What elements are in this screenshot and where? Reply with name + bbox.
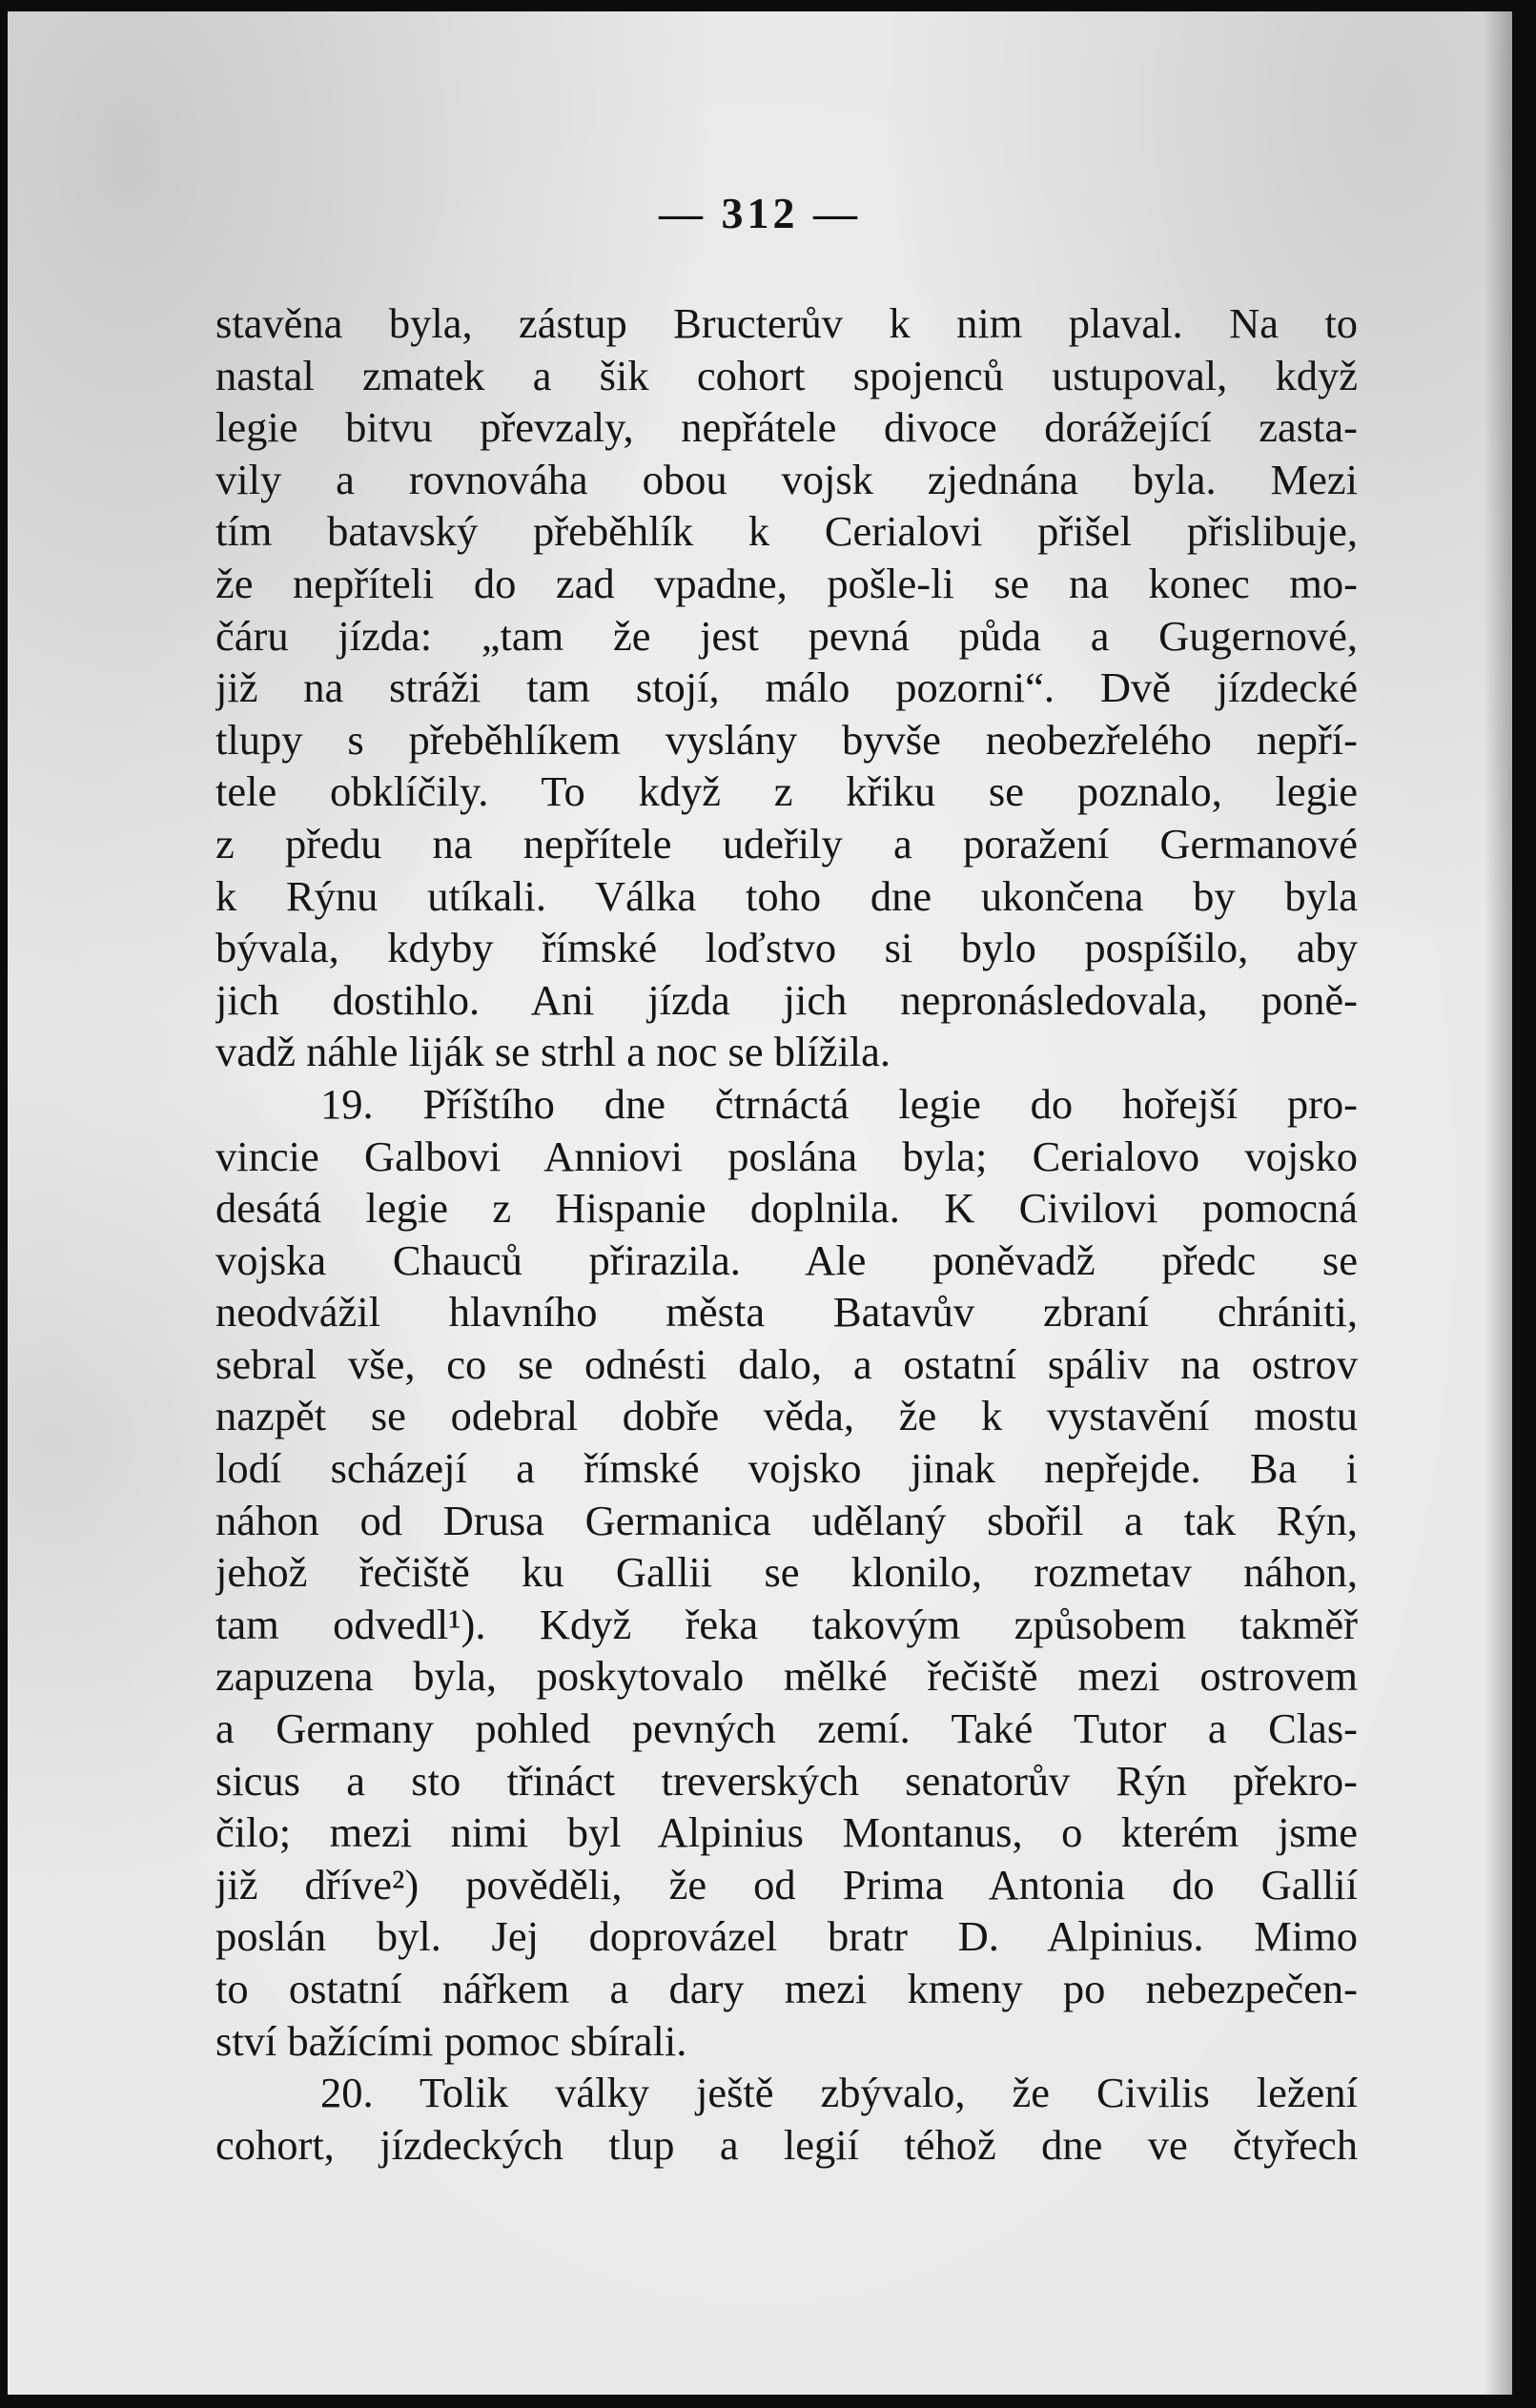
text-line: čáru jízda: „tam že jest pevná půda a Gugernové,	[215, 611, 1358, 660]
text-line: legie bitvu převzaly, nepřátele divoce dorážející zasta-	[215, 403, 1358, 452]
text-line: jehož řečiště ku Gallii se klonilo, rozmetav náhon,	[215, 1548, 1358, 1597]
page-number: — 312 —	[659, 189, 861, 237]
text-line: tele obklíčily. To když z křiku se poznalo, legie	[215, 767, 1358, 816]
text-line: nazpět se odebral dobře věda, že k vystavění mostu	[215, 1392, 1358, 1440]
book-page	[8, 11, 1512, 2395]
text-line: cohort, jízdeckých tlup a legií téhož dne ve čtyřech	[215, 2120, 1358, 2169]
text-line: z předu na nepřítele udeřily a poražení Germanové	[215, 819, 1358, 867]
text-line: nastal zmatek a šik cohort spojenců ustupoval, když	[215, 351, 1358, 399]
text-line: sicus a sto třináct treverských senatorův Rýn překro-	[215, 1756, 1358, 1805]
text-line: tam odvedl¹). Když řeka takovým způsobem takměř	[215, 1600, 1358, 1648]
page-edge-shadow	[1484, 11, 1512, 2395]
text-line: tlupy s přeběhlíkem vyslány byvše neobezřelého nepří-	[215, 715, 1358, 764]
text-line: vadž náhle liják se strhl a noc se blížila.	[215, 1028, 891, 1076]
text-line: 20. Tolik války ještě zbývalo, že Civilis ležení	[320, 2069, 1358, 2117]
text-line: zapuzena byla, poskytovalo mělké řečiště mezi ostrovem	[215, 1652, 1358, 1701]
text-line: k Rýnu utíkali. Válka toho dne ukončena by byla	[215, 871, 1358, 920]
text-line: a Germany pohled pevných zemí. Také Tutor a Clas-	[215, 1704, 1358, 1753]
text-line: tím batavský přeběhlík k Cerialovi přišel přislibuje,	[215, 507, 1358, 556]
text-line: vily a rovnováha obou vojsk zjednána byla. Mezi	[215, 455, 1358, 503]
text-line: neodvážil hlavního města Batavův zbraní chrániti,	[215, 1288, 1358, 1337]
text-line: že nepříteli do zad vpadne, pošle-li se na konec mo-	[215, 559, 1358, 607]
text-line: čilo; mezi nimi byl Alpinius Montanus, o kterém jsme	[215, 1808, 1358, 1857]
text-line: sebral vše, co se odnésti dalo, a ostatní spáliv na ostrov	[215, 1339, 1358, 1388]
text-line: jich dostihlo. Ani jízda jich nepronásledovala, poně-	[215, 975, 1358, 1024]
text-line: 19. Příštího dne čtrnáctá legie do hořejší pro-	[320, 1079, 1358, 1128]
text-line: náhon od Drusa Germanica udělaný sbořil a tak Rýn,	[215, 1496, 1358, 1544]
text-line: již dříve²) pověděli, že od Prima Antonia do Gallií	[215, 1860, 1358, 1908]
text-line: to ostatní nářkem a dary mezi kmeny po nebezpečen-	[215, 1965, 1358, 2012]
text-line: již na stráži tam stojí, málo pozorni“. Dvě jízdecké	[215, 663, 1358, 712]
text-line: bývala, kdyby římské loďstvo si bylo pospíšilo, aby	[215, 924, 1358, 972]
text-line: poslán byl. Jej doprovázel bratr D. Alpinius. Mimo	[215, 1912, 1358, 1961]
text-line: stavěna byla, zástup Bructerův k nim plaval. Na to	[215, 299, 1358, 347]
body-text	[215, 297, 1358, 2171]
text-line: lodí scházejí a římské vojsko jinak nepřejde. Ba i	[215, 1444, 1358, 1493]
text-line: desátá legie z Hispanie doplnila. K Civilovi pomocná	[215, 1184, 1358, 1233]
text-line: vincie Galbovi Anniovi poslána byla; Cerialovo vojsko	[215, 1132, 1358, 1180]
text-line: vojska Chauců přirazila. Ale poněvadž předc se	[215, 1235, 1358, 1284]
text-line: ství bažícími pomoc sbírali.	[215, 2016, 687, 2065]
